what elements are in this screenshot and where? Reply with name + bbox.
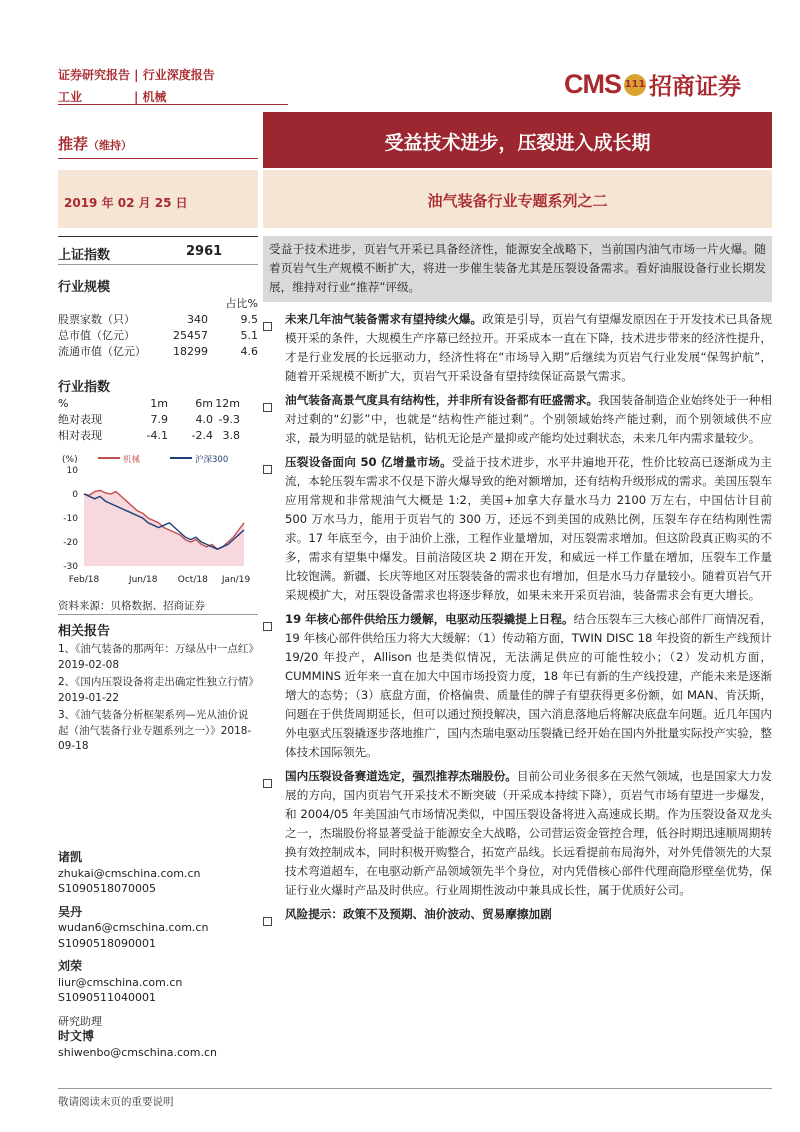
related-report-link[interactable]: 2、《国内压裂设备将走出确定性独立行情》2019-01-22 <box>58 676 254 704</box>
y-axis-label: (%) <box>62 455 78 465</box>
analyst-name: 诸凯 <box>58 850 83 864</box>
rating-divider <box>58 158 258 159</box>
legend-label: 机械 <box>123 455 141 465</box>
checkbox-bullet-icon <box>263 779 272 788</box>
table-row: 总市值（亿元） 25457 5.1 <box>58 329 258 342</box>
logo-cn-text: 招商证券 <box>649 73 741 99</box>
x-tick-label: Oct/18 <box>177 575 208 585</box>
analyst-card <box>58 959 258 1006</box>
bullet-item: 油气装备高景气度具有结构性，并非所有设备都有旺盛需求。我国装备制造企业始终处于一种相对过剩的“幻影”中，也就是“结构性产能过剩”。个别领域始终产能过剩，而个别领域供不应求，最为明显的就是钻机，钻机无论是产量抑或产能均处过剩状态，未来几年内需求量较少。 <box>263 391 772 448</box>
checkbox-bullet-icon <box>263 465 272 474</box>
legend-label: 沪深300 <box>195 455 229 465</box>
assistant-name: 时文博 <box>58 1029 95 1043</box>
report-title: 受益技术进步，压裂进入成长期 <box>384 132 651 154</box>
analyst-email[interactable]: zhukai@cmschina.com.cn <box>58 866 201 880</box>
header-divider <box>58 104 288 105</box>
related-report-link[interactable]: 3、《油气装备分析框架系列—光从油价说起（油气装备行业专题系列之一）》2018-09-18 <box>58 709 252 752</box>
report-subtitle: 油气装备行业专题系列之二 <box>427 192 608 210</box>
summary-text: 受益于技术进步，页岩气开采已具备经济性，能源安全战略下，当前国内油气市场一片火爆。随着页岩气生产规模不断扩大，将进一步催生装备尤其是压裂设备需求。看好油服设备行业长期发展，维持对行业“推荐”评级。 <box>269 242 766 294</box>
analyst-email[interactable]: wudan6@cmschina.com.cn <box>58 921 209 934</box>
analyst-card <box>58 850 258 897</box>
scale-table <box>58 296 258 360</box>
date-band <box>58 170 258 228</box>
analyst-name: 刘荣 <box>58 959 83 973</box>
related-report-link[interactable]: 1、《油气装备的那两年：万绿丛中一点红》2019-02-08 <box>58 643 254 671</box>
logo-badge-icon: 111 <box>624 74 646 96</box>
bullet-item: 未来几年油气装备需求有望持续火爆。政策是引导，页岩气有望爆发原因在于开发技术已具备规模开采的条件，大规模生产序幕已经拉开。开采成本一直在下降，技术进步带来的经济性提升，才是行业发展的长远驱动力，经济性将在“市场导入期”后继续为页岩气行业发展“保驾护航”，随着开采规模不断扩大，页岩气开采设备有望持续保证高景气需求。 <box>263 310 772 386</box>
bullet-item: 国内压裂设备赛道选定，强烈推荐杰瑞股份。目前公司业务很多在天然气领域，也是国家大力发展的方向，国内页岩气开采技术不断突破（开采成本持续下降），页岩气市场有望进一步爆发，和 2004/05 年美国油气市场情况类似，中国压裂设备将进入高速成长期。作为压裂设备双龙头之一，杰瑞股份将显著受益于能源安全大战略，公司营运资金管控合理，低谷时期迅速顺周期转换有效控制成本，同时积极开购整合，拓宽产品线。长远看提前布局海外，对外凭借领先的大泵技术弯道超车，在电驱动新产品领域领先半个身位，对内凭借核心部件代理商隐形壁垒优势，保证行业火爆时产品及时供应。行业周期性波动中兼具成长性，属于优质好公司。 <box>263 767 772 900</box>
bullet-item: 19 年核心部件供给压力缓解，电驱动压裂撬提上日程。结合压裂车三大核心部件厂商情况看，19 年核心部件供给压力将大大缓解：（1）传动箱方面，TWIN DISC 18 年投资的新生产线预计 19/20 年投产，Allison 也是类似情况，无法满足供应的可能性较小；（2）发动机方面，CUMMINS 近年来一直在加大中国市场投资力度，18 年已有新的生产线投建，产能未来是逐渐增大的态势；（3）底盘方面，价格偏贵、质量佳的牌子有望获得更多份额，如 MAN、肯沃斯，问题在于供货周期延长，但可以通过预投解决，国六消息落地后将解决底盘车问题。近几年国内外电驱式压裂撬逐步落地推广，国内杰瑞电驱动压裂撬已经开始在国内外批量实际投产实验，整体技术国际领先。 <box>263 610 772 762</box>
table-row: 相对表现 -4.1 -2.4 3.8 <box>58 429 240 442</box>
sidebar-rule <box>58 614 258 615</box>
title-band <box>263 112 772 168</box>
subtitle-band <box>263 170 772 228</box>
sidebar-rule <box>58 264 258 265</box>
analyst-id: S1090518070005 <box>58 882 156 895</box>
industry-label: 工业 <box>58 90 83 104</box>
table-header-row: % 1m 6m 12m <box>58 397 240 410</box>
bullet-item: 风险提示：政策不及预期、油价波动、贸易摩擦加剧 <box>263 905 772 930</box>
bullet-item: 压裂设备面向 50 亿增量市场。受益于技术进步，水平井遍地开花，性价比较高已逐渐成为主流，本轮压裂车需求不仅是下游火爆导致的绝对额增加，还有结构升级形成的需求。美国压裂车应用常规和非常规油气大概是 1:2，美国+加拿大存量水马力 2100 万左右，中国估计目前 500 万水马力，能用于页岩气的 300 万，还远不到美国的成熟比例，压裂车存在结构刚性需求。17 年底至今，由于油价上涨，工程作业量增加，对压裂需求增加。但这阶段真正购买的不多，需求有望集中爆发。目前涪陵区块 2 期在开发，和威远一样工作量在增加，压裂车工作量比较饱满。新疆、长庆等地区对压裂装备的需求也有增加，但是水马力存量较小。随着页岩气开采规模扩大，对压裂设备需求也将逐步释放，如果未来开采页岩油，装备需求会有更大增长。 <box>263 453 772 605</box>
scale-col-header: 占比% <box>225 297 258 310</box>
assistant-label: 研究助理 <box>58 1014 102 1028</box>
report-type: 证券研究报告 | 行业深度报告 <box>58 68 215 82</box>
checkbox-bullet-icon <box>263 322 272 331</box>
y-tick-label: -20 <box>63 538 78 548</box>
footer-rule <box>58 1088 772 1089</box>
company-logo <box>564 68 741 101</box>
rating <box>58 133 132 154</box>
related-title: 相关报告 <box>58 624 111 639</box>
index-label: 上证指数 <box>58 248 111 263</box>
analyst-id: S1090511040001 <box>58 991 156 1004</box>
summary-box <box>263 236 772 302</box>
bullet-list <box>263 310 772 930</box>
scale-title: 行业规模 <box>58 280 111 295</box>
chart-source: 资料来源：贝格数据、招商证券 <box>58 600 205 612</box>
table-row: 绝对表现 7.9 4.0 -9.3 <box>58 413 240 426</box>
footer-note: 敬请阅读末页的重要说明 <box>58 1096 174 1108</box>
assistant-email[interactable]: shiwenbo@cmschina.com.cn <box>58 1045 217 1059</box>
x-tick-label: Feb/18 <box>68 575 100 585</box>
sub-industry-label: | 机械 <box>134 90 167 104</box>
y-tick-label: -10 <box>63 514 78 524</box>
industry-index-chart <box>58 452 258 588</box>
analyst-id: S1090518090001 <box>58 936 156 950</box>
idx-table <box>58 396 258 444</box>
y-tick-label: 10 <box>66 466 78 476</box>
report-date: 2019 年 02 月 25 日 <box>64 196 188 210</box>
x-tick-label: Jan/19 <box>221 575 251 585</box>
analyst-name: 吴丹 <box>58 904 83 919</box>
related-reports <box>58 642 258 755</box>
analyst-card <box>58 905 258 952</box>
rating-sub: （维持） <box>88 139 133 152</box>
analyst-contacts <box>58 850 258 1060</box>
checkbox-bullet-icon <box>263 917 272 926</box>
table-row: 股票家数（只） 340 9.5 <box>58 313 258 326</box>
checkbox-bullet-icon <box>263 403 272 412</box>
logo-cms-text: CMS <box>564 69 621 99</box>
index-value: 2961 <box>186 244 223 259</box>
y-tick-label: 0 <box>72 490 78 500</box>
sidebar-top-rule <box>58 236 258 237</box>
x-tick-label: Jun/18 <box>128 575 158 585</box>
checkbox-bullet-icon <box>263 622 272 631</box>
y-tick-label: -30 <box>63 562 78 572</box>
table-row: 流通市值（亿元） 18299 4.6 <box>58 345 258 358</box>
analyst-email[interactable]: liur@cmschina.com.cn <box>58 975 183 989</box>
rating-label: 推荐 <box>58 135 89 153</box>
idx-title: 行业指数 <box>58 380 111 395</box>
